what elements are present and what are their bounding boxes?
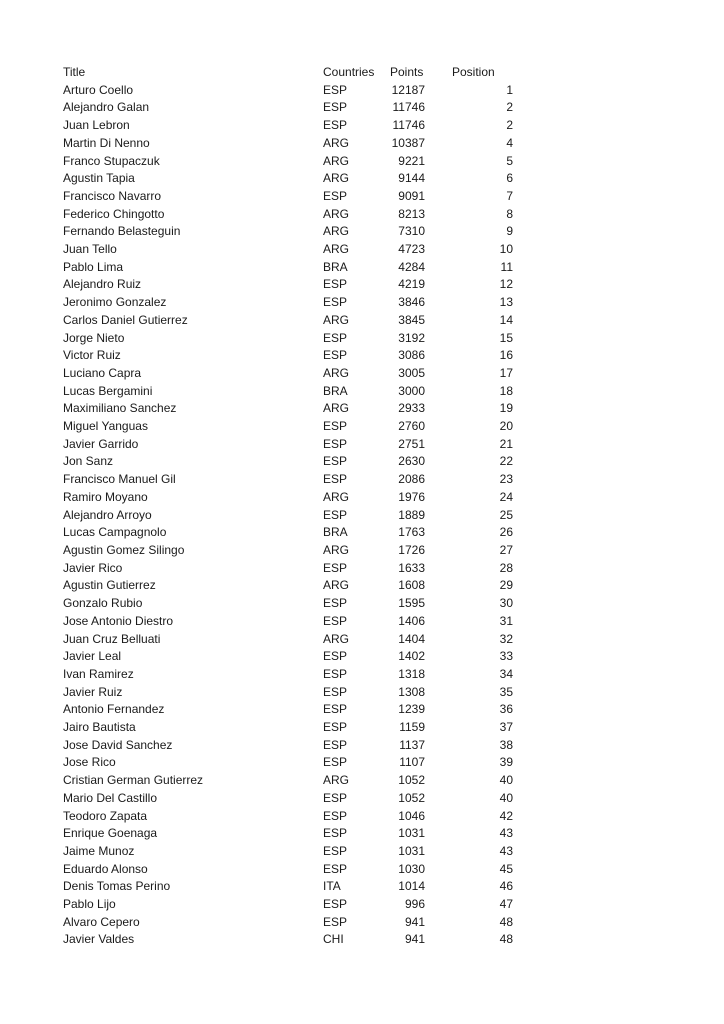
position-cell: 48 (499, 914, 513, 929)
country-cell: ESP (323, 348, 348, 363)
header-position: Position (452, 65, 495, 79)
position-cell: 24 (499, 489, 513, 504)
points-cell: 10387 (391, 135, 425, 150)
table-row (63, 347, 513, 365)
points-cell: 3845 (398, 312, 425, 327)
country-cell: ESP (323, 118, 348, 133)
player-name-cell: Ramiro Moyano (63, 489, 148, 504)
header-points: Points (390, 65, 424, 79)
player-name-cell: Francisco Navarro (63, 188, 162, 203)
points-cell: 1239 (398, 702, 425, 717)
player-name-cell: Alvaro Cepero (63, 914, 140, 929)
header-title: Title (63, 65, 86, 79)
player-name-cell: Javier Valdes (63, 932, 135, 947)
points-cell: 4284 (398, 259, 425, 274)
player-name-cell: Francisco Manuel Gil (63, 472, 176, 487)
player-name-cell: Pablo Lima (63, 259, 124, 274)
position-cell: 46 (499, 879, 513, 894)
table-row (63, 206, 513, 224)
points-cell: 2760 (398, 419, 425, 434)
country-cell: ESP (323, 897, 348, 912)
player-name-cell: Maximiliano Sanchez (63, 401, 177, 416)
table-row (63, 436, 513, 454)
points-cell: 1014 (398, 879, 425, 894)
position-cell: 32 (499, 631, 513, 646)
player-name-cell: Antonio Fernandez (63, 702, 165, 717)
points-cell: 1406 (398, 613, 425, 628)
country-cell: BRA (323, 525, 348, 540)
country-cell: ESP (323, 436, 348, 451)
country-cell: ESP (323, 843, 348, 858)
country-cell: ESP (323, 82, 348, 97)
table-row (63, 825, 513, 843)
table-row (63, 542, 513, 560)
points-cell: 1318 (398, 666, 425, 681)
position-cell: 42 (499, 808, 513, 823)
table-row (63, 453, 513, 471)
points-cell: 941 (404, 932, 425, 947)
points-cell: 1608 (398, 578, 425, 593)
table-row (63, 223, 513, 241)
points-cell: 1976 (398, 489, 425, 504)
points-cell: 3846 (398, 295, 425, 310)
position-cell: 48 (499, 932, 513, 947)
position-cell: 21 (499, 436, 513, 451)
position-cell: 40 (499, 790, 513, 805)
player-name-cell: Agustin Gomez Silingo (63, 542, 185, 557)
points-cell: 11746 (392, 118, 425, 133)
points-cell: 1052 (398, 790, 425, 805)
country-cell: ESP (323, 560, 348, 575)
country-cell: ESP (323, 596, 348, 611)
country-cell: ESP (323, 277, 348, 292)
points-cell: 1633 (398, 560, 425, 575)
table-row (63, 524, 513, 542)
points-cell: 11746 (392, 100, 425, 115)
table-row (63, 489, 513, 507)
position-cell: 12 (499, 277, 513, 292)
country-cell: ARG (323, 631, 350, 646)
player-name-cell: Lucas Bergamini (63, 383, 153, 398)
country-cell: ESP (323, 861, 348, 876)
player-name-cell: Teodoro Zapata (63, 808, 148, 823)
player-name-cell: Javier Leal (63, 649, 122, 664)
position-cell: 23 (499, 472, 513, 487)
table-row (63, 613, 513, 631)
table-row (63, 241, 513, 259)
points-cell: 1308 (398, 684, 425, 699)
country-cell: BRA (323, 259, 348, 274)
position-cell: 9 (506, 224, 513, 239)
table-row (63, 701, 513, 719)
player-name-cell: Jon Sanz (63, 454, 114, 469)
player-name-cell: Victor Ruiz (63, 348, 121, 363)
table-header (63, 64, 513, 82)
table-row (63, 383, 513, 401)
country-cell: ARG (323, 542, 350, 557)
table-row (63, 719, 513, 737)
country-cell: CHI (323, 932, 344, 947)
table-row (63, 259, 513, 277)
points-cell: 941 (404, 914, 425, 929)
points-cell: 2086 (398, 472, 425, 487)
position-cell: 35 (499, 684, 513, 699)
position-cell: 18 (499, 383, 513, 398)
table-row (63, 365, 513, 383)
position-cell: 33 (499, 649, 513, 664)
table-row (63, 861, 513, 879)
table-row (63, 471, 513, 489)
table-row (63, 914, 513, 932)
country-cell: ESP (323, 100, 348, 115)
table-row (63, 507, 513, 525)
table-row (63, 560, 513, 578)
player-name-cell: Jose Antonio Diestro (63, 613, 174, 628)
points-cell: 7310 (398, 224, 425, 239)
position-cell: 13 (499, 295, 513, 310)
player-name-cell: Mario Del Castillo (63, 790, 158, 805)
table-row (63, 631, 513, 649)
position-cell: 10 (499, 242, 513, 257)
points-cell: 1595 (398, 596, 425, 611)
position-cell: 29 (499, 578, 513, 593)
position-cell: 37 (499, 720, 513, 735)
country-cell: ARG (323, 578, 350, 593)
points-cell: 1889 (398, 507, 425, 522)
table-row (63, 276, 513, 294)
country-cell: ESP (323, 826, 348, 841)
position-cell: 16 (499, 348, 513, 363)
table-row (63, 117, 513, 135)
points-cell: 1763 (398, 525, 425, 540)
points-cell: 2933 (398, 401, 425, 416)
table-row (63, 418, 513, 436)
position-cell: 43 (499, 843, 513, 858)
country-cell: ESP (323, 914, 348, 929)
country-cell: ARG (323, 365, 350, 380)
position-cell: 43 (499, 826, 513, 841)
points-cell: 4219 (398, 277, 425, 292)
country-cell: BRA (323, 383, 348, 398)
player-name-cell: Alejandro Galan (63, 100, 150, 115)
player-name-cell: Agustin Tapia (63, 171, 135, 186)
player-name-cell: Eduardo Alonso (63, 861, 148, 876)
table-row (63, 135, 513, 153)
country-cell: ESP (323, 613, 348, 628)
table-row (63, 153, 513, 171)
country-cell: ESP (323, 454, 348, 469)
player-name-cell: Cristian German Gutierrez (63, 773, 204, 788)
player-name-cell: Jeronimo Gonzalez (63, 295, 167, 310)
position-cell: 4 (506, 135, 513, 150)
country-cell: ESP (323, 507, 348, 522)
table-row (63, 82, 513, 100)
position-cell: 36 (499, 702, 513, 717)
table-row (63, 666, 513, 684)
player-name-cell: Luciano Capra (63, 365, 142, 380)
position-cell: 6 (506, 171, 513, 186)
player-name-cell: Pablo Lijo (63, 897, 116, 912)
country-cell: ARG (323, 489, 350, 504)
points-cell: 4723 (398, 242, 425, 257)
position-cell: 30 (499, 596, 513, 611)
player-name-cell: Javier Garrido (63, 436, 139, 451)
position-cell: 39 (499, 755, 513, 770)
points-cell: 1726 (398, 542, 425, 557)
points-cell: 1107 (399, 755, 425, 770)
position-cell: 5 (506, 153, 513, 168)
position-cell: 40 (499, 773, 513, 788)
player-name-cell: Jose Rico (63, 755, 116, 770)
position-cell: 2 (506, 118, 513, 133)
player-name-cell: Javier Ruiz (63, 684, 123, 699)
table-row (63, 790, 513, 808)
header-row (63, 64, 513, 82)
points-cell: 1046 (398, 808, 425, 823)
points-cell: 1159 (399, 720, 425, 735)
position-cell: 15 (499, 330, 513, 345)
country-cell: ESP (323, 755, 348, 770)
position-cell: 27 (499, 542, 513, 557)
position-cell: 25 (499, 507, 513, 522)
player-name-cell: Franco Stupaczuk (63, 153, 160, 168)
points-cell: 2630 (398, 454, 425, 469)
points-cell: 1137 (399, 737, 425, 752)
points-cell: 996 (404, 897, 425, 912)
points-cell: 1052 (398, 773, 425, 788)
country-cell: ESP (323, 684, 348, 699)
position-cell: 1 (506, 82, 513, 97)
player-name-cell: Denis Tomas Perino (63, 879, 171, 894)
country-cell: ESP (323, 737, 348, 752)
player-name-cell: Agustin Gutierrez (63, 578, 156, 593)
header-countries: Countries (323, 65, 375, 79)
player-name-cell: Juan Tello (63, 242, 117, 257)
player-name-cell: Federico Chingotto (63, 206, 165, 221)
table-row (63, 896, 513, 914)
country-cell: ARG (323, 224, 350, 239)
country-cell: ARG (323, 153, 350, 168)
player-name-cell: Juan Lebron (63, 118, 130, 133)
rankings-table (63, 64, 513, 949)
table-row (63, 684, 513, 702)
table-row (63, 330, 513, 348)
player-name-cell: Alejandro Ruiz (63, 277, 142, 292)
position-cell: 20 (499, 419, 513, 434)
position-cell: 2 (506, 100, 513, 115)
points-cell: 3086 (398, 348, 425, 363)
position-cell: 19 (499, 401, 513, 416)
table-row (63, 294, 513, 312)
table-row (63, 595, 513, 613)
position-cell: 45 (499, 861, 513, 876)
country-cell: ARG (323, 312, 350, 327)
country-cell: ARG (323, 206, 350, 221)
player-name-cell: Lucas Campagnolo (63, 525, 167, 540)
position-cell: 22 (499, 454, 513, 469)
position-cell: 47 (499, 897, 513, 912)
table-row (63, 170, 513, 188)
table-row (63, 400, 513, 418)
points-cell: 12187 (391, 82, 425, 97)
table-row (63, 931, 513, 949)
country-cell: ARG (323, 135, 350, 150)
country-cell: ESP (323, 649, 348, 664)
player-name-cell: Fernando Belasteguin (63, 224, 181, 239)
player-name-cell: Gonzalo Rubio (63, 596, 143, 611)
table-row (63, 99, 513, 117)
country-cell: ARG (323, 773, 350, 788)
player-name-cell: Jorge Nieto (63, 330, 125, 345)
country-cell: ESP (323, 295, 348, 310)
points-cell: 1404 (398, 631, 425, 646)
table-body (63, 82, 513, 949)
points-cell: 3005 (398, 365, 425, 380)
player-name-cell: Enrique Goenaga (63, 826, 158, 841)
points-cell: 2751 (398, 436, 425, 451)
points-cell: 9091 (398, 188, 425, 203)
position-cell: 38 (499, 737, 513, 752)
table-row (63, 754, 513, 772)
player-name-cell: Martin Di Nenno (63, 135, 150, 150)
player-name-cell: Carlos Daniel Gutierrez (63, 312, 188, 327)
points-cell: 9144 (398, 171, 425, 186)
player-name-cell: Ivan Ramirez (63, 666, 134, 681)
player-name-cell: Miguel Yanguas (63, 419, 148, 434)
player-name-cell: Alejandro Arroyo (63, 507, 152, 522)
position-cell: 26 (499, 525, 513, 540)
player-name-cell: Javier Rico (63, 560, 123, 575)
country-cell: ARG (323, 401, 350, 416)
points-cell: 9221 (398, 153, 425, 168)
position-cell: 14 (499, 312, 513, 327)
country-cell: ARG (323, 171, 350, 186)
points-cell: 1402 (398, 649, 425, 664)
player-name-cell: Jaime Munoz (63, 843, 135, 858)
points-cell: 8213 (398, 206, 425, 221)
country-cell: ESP (323, 790, 348, 805)
country-cell: ESP (323, 188, 348, 203)
country-cell: ESP (323, 419, 348, 434)
player-name-cell: Jose David Sanchez (63, 737, 173, 752)
table-row (63, 737, 513, 755)
country-cell: ESP (323, 720, 348, 735)
country-cell: ESP (323, 702, 348, 717)
position-cell: 34 (499, 666, 513, 681)
position-cell: 11 (500, 259, 513, 274)
table-row (63, 577, 513, 595)
points-cell: 1031 (398, 843, 425, 858)
position-cell: 28 (499, 560, 513, 575)
player-name-cell: Jairo Bautista (63, 720, 136, 735)
position-cell: 8 (506, 206, 513, 221)
points-cell: 3000 (398, 383, 425, 398)
country-cell: ITA (323, 879, 341, 894)
points-cell: 3192 (398, 330, 425, 345)
table-row (63, 188, 513, 206)
position-cell: 31 (499, 613, 513, 628)
player-name-cell: Juan Cruz Belluati (63, 631, 161, 646)
country-cell: ESP (323, 330, 348, 345)
table-row (63, 648, 513, 666)
points-cell: 1031 (398, 826, 425, 841)
country-cell: ESP (323, 472, 348, 487)
position-cell: 7 (506, 188, 513, 203)
table-row (63, 808, 513, 826)
position-cell: 17 (499, 365, 513, 380)
country-cell: ARG (323, 242, 350, 257)
country-cell: ESP (323, 808, 348, 823)
table-row (63, 843, 513, 861)
table-row (63, 772, 513, 790)
points-cell: 1030 (398, 861, 425, 876)
player-name-cell: Arturo Coello (63, 82, 134, 97)
table-row (63, 312, 513, 330)
table-row (63, 878, 513, 896)
country-cell: ESP (323, 666, 348, 681)
